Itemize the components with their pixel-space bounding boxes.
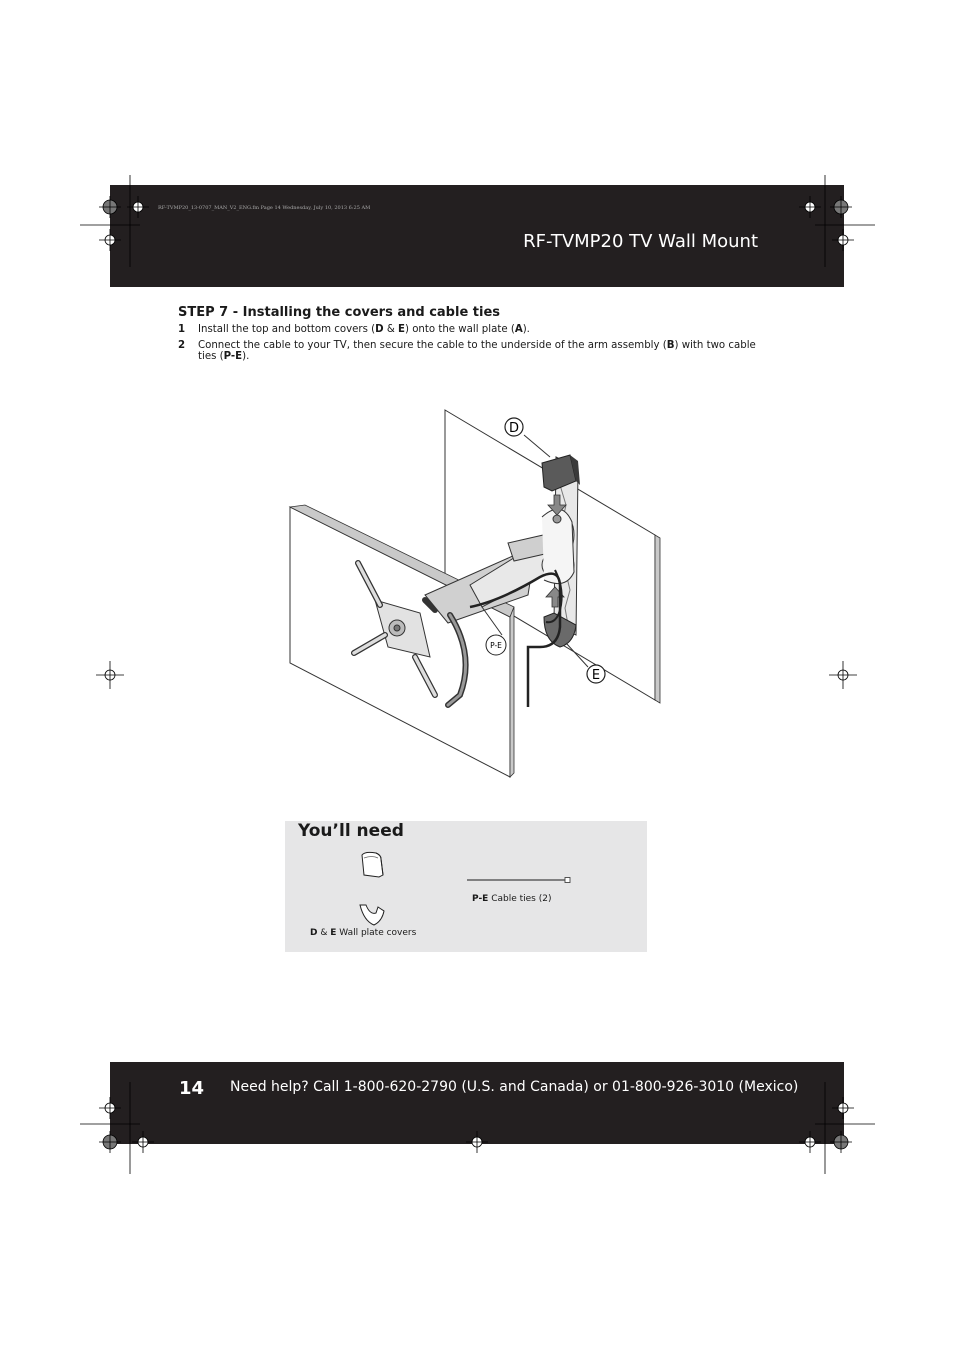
covers-caption: D & E Wall plate covers xyxy=(310,928,417,938)
file-slug: RF-TVMP20_13-0707_MAN_V2_ENG.fm Page 14 Wednesday, July 10, 2013 6:25 AM xyxy=(158,205,371,211)
youll-need-title: You’ll need xyxy=(298,821,404,841)
step-text: Connect the cable to your TV, then secure the cable to the underside of the arm assembly (B) with two cable ties (P-E). xyxy=(198,340,756,362)
help-line: Need help? Call 1-800-620-2790 (U.S. and Canada) or 01-800-926-3010 (Mexico) xyxy=(230,1079,799,1095)
callout-d-label: D xyxy=(508,421,520,436)
cable-ties-caption: P-E Cable ties (2) xyxy=(472,894,552,904)
step-number: 1 xyxy=(178,324,186,335)
page-number: 14 xyxy=(179,1078,205,1099)
step-text: Install the top and bottom covers (D & E) onto the wall plate (A). xyxy=(198,324,530,335)
page-title: RF-TVMP20 TV Wall Mount xyxy=(523,231,758,252)
callout-pe-label: P-E xyxy=(490,641,502,650)
step-title: STEP 7 - Installing the covers and cable ties xyxy=(178,305,501,320)
registration-mark-icon xyxy=(99,196,852,1153)
callout-e-label: E xyxy=(591,668,601,683)
target-mark-icon xyxy=(96,196,857,1153)
step-number: 2 xyxy=(178,340,186,351)
